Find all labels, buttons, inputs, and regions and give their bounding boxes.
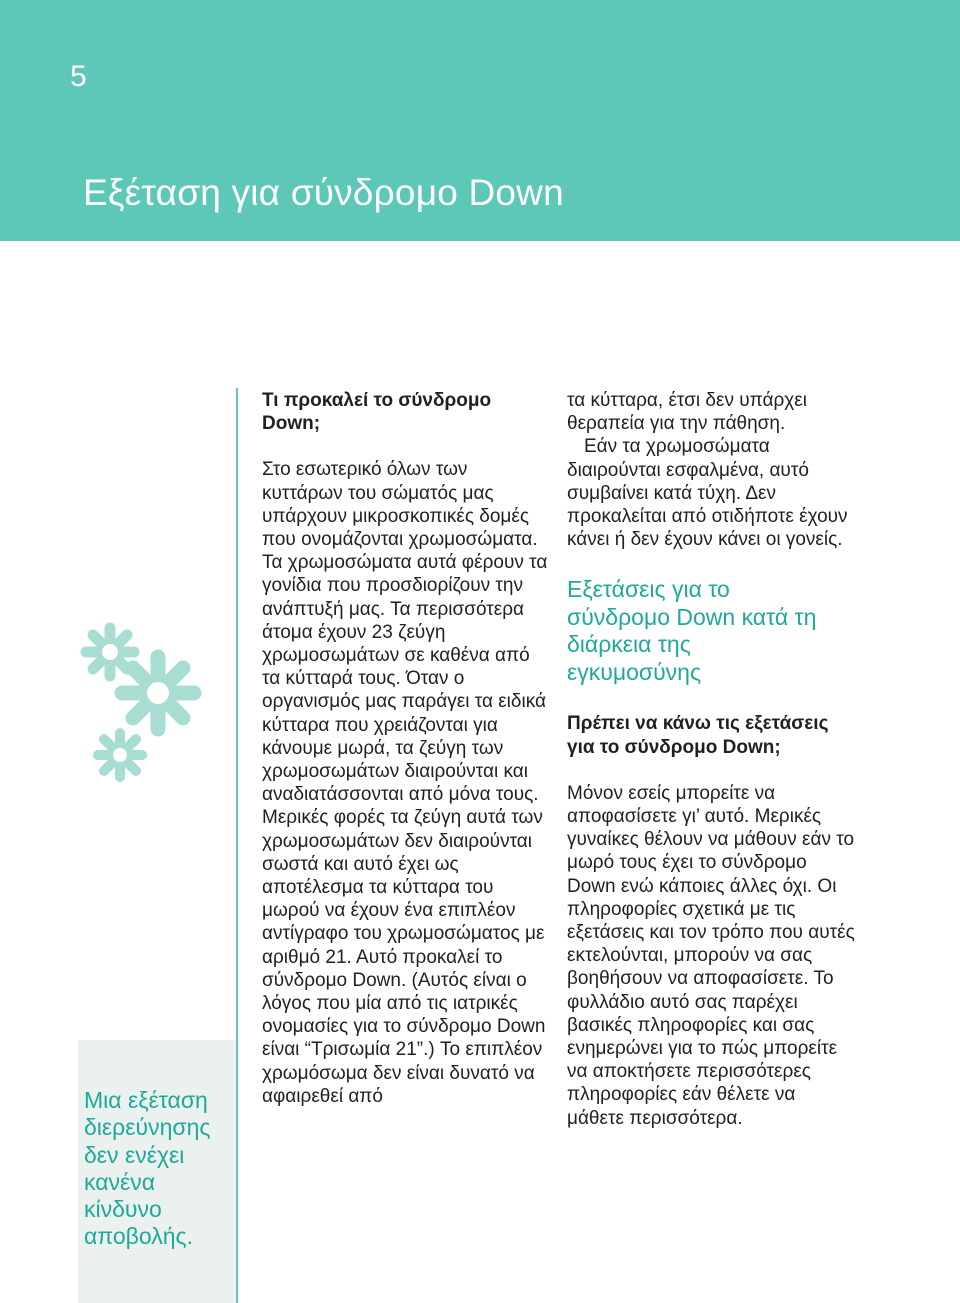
callout-text: Μια εξέταση διερεύνησης δεν ενέχει κανένα κίνδυνο αποβολής. (84, 1087, 211, 1250)
column-divider (236, 388, 238, 1303)
paragraph-decision: Μόνον εσείς μπορείτε να αποφασίσετε γι’ αυτό. Μερικές γυναίκες θέλουν να μάθουν εάν το μωρό τους έχει το σύνδρομο Down ενώ κάποιες άλλες όχι. Οι πληροφορίες σχετικά με τις εξετάσεις και τον τρόπο που αυτές εκτελούνται, μπορούν να σας βοηθήσουν να αποφασίσετε. Το φυλλάδιο αυτό σας παρέχει βασικές πληροφορίες και σας ενημερώνει για το πώς μπορείτε να αποκτήσετε περισσότερες πληροφορίες εάν θέλετε να μάθετε περισσότερα. (567, 782, 855, 1129)
right-column (567, 389, 857, 1130)
question-heading: Πρέπει να κάνω τις εξετάσεις για το σύνδρομο Down; (567, 713, 829, 758)
paragraph-causes: Στο εσωτερικό όλων των κυττάρων του σώματός μας υπάρχουν μικροσκοπικές δομές που ονομάζονται χρωμοσώματα. Τα χρωμοσώματα αυτά φέρουν τα γονίδια που προσδιορίζουν την ανάπτυξή μας. Τα περισσότερα άτομα έχουν 23 ζεύγη χρωμοσωμάτων σε καθένα από τα κύτταρά τους. Όταν ο οργανισμός μας παράγει τα ειδικά κύτταρα που χρειάζονται για κάνουμε μωρά, τα ζεύγη των χρωμοσωμάτων διαιρούνται και αναδιατάσσονται από μόνα τους. Μερικές φορές τα ζεύγη αυτά των χρωμοσωμάτων δεν διαιρούνται σωστά και αυτό έχει ως αποτέλεσμα τα κύτταρα του μωρού να έχουν ένα επιπλέον αντίγραφο του χρωμοσώματος με αριθμό 21. Αυτό προκαλεί το σύνδρομο Down. (Αυτός είναι ο λόγος που μία από τις ιατρικές ονομασίες για το σύνδρομο Down είναι “Τρισωμία 21”.) Το επιπλέον χρωμόσωμα δεν είναι δυνατό να αφαιρεθεί από (262, 459, 548, 1107)
page-title: Εξέταση για σύνδρομο Down (83, 172, 564, 213)
paragraph-continuation: τα κύτταρα, έτσι δεν υπάρχει θεραπεία για την πάθηση. (567, 390, 807, 435)
section-heading-causes: Τι προκαλεί το σύνδρομο Down; (262, 390, 492, 435)
section-heading-tests: Εξετάσεις για το σύνδρομο Down κατά τη διάρκεια της εγκυμοσύνης (567, 576, 817, 685)
left-column (262, 389, 552, 1108)
paragraph-chance: Εάν τα χρωμοσώματα διαιρούνται εσφαλμένα, αυτό συμβαίνει κατά τύχη. Δεν προκαλείται από οτιδήποτε έχουν κάνει ή δεν έχουν κάνει οι γονείς. (567, 436, 848, 551)
header-band (0, 0, 960, 241)
asterisk-flower-icon (80, 610, 230, 800)
page-number: 5 (70, 60, 87, 93)
